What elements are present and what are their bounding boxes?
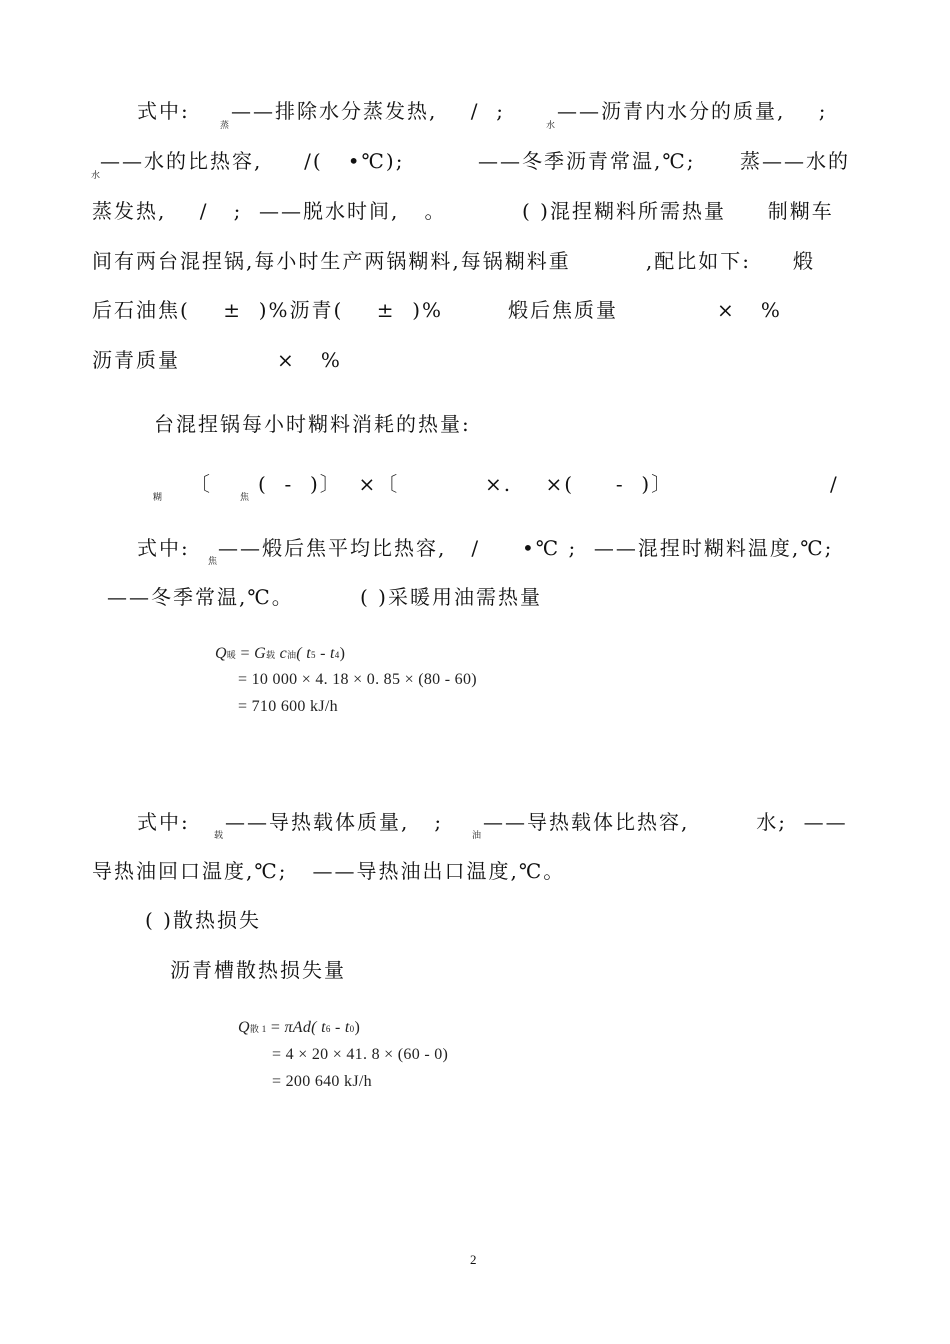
text-line: 式中: [137,810,190,834]
text-line: 沥青槽散热损失量 [170,958,346,982]
subscript: 水 [91,171,101,181]
subscript: 水 [546,121,556,131]
subscript: 蒸 [220,121,230,131]
text-line: ——排除水分蒸发热, / ; [231,99,505,123]
text-line: ——水的比热容, /( •℃); [100,149,405,173]
page-number: 2 [470,1252,477,1267]
text-line: ×. ×( - )〕 [485,472,674,496]
equation-row: Q散 1 = πAd( t6 - t0) [238,1019,361,1036]
equation-row: = 710 600 kJ/h [238,698,338,715]
text-line: 式中: [137,99,190,123]
text-line: ( )混捏糊料所需热量 制糊车 [522,199,834,223]
subscript: 糊 [153,493,163,503]
text-line: ——冬季常温,℃。 [107,585,294,609]
text-line: / [830,472,839,496]
text-line: × % [277,348,342,372]
text-line: ——导热载体比热容, 水; —— [483,810,848,834]
equation-row: = 200 640 kJ/h [272,1073,372,1090]
subscript: 油 [472,831,482,841]
text-line: 蒸发热, / ; ——脱水时间, 。 [92,199,447,223]
text-line: 间有两台混捏锅,每小时生产两锅糊料,每锅糊料重 ,配比如下: 煅 [92,249,815,273]
text-line: 式中: [137,536,190,560]
section-heading: ( )散热损失 [145,908,261,932]
subscript: 载 [214,831,224,841]
subscript: 焦 [208,557,218,567]
subscript: 焦 [240,493,250,503]
text-line: ——沥青内水分的质量, ; [557,99,828,123]
equation-row: Q暖 = G载 c油( t5 - t4) [215,645,346,662]
text-line: ( )采暖用油需热量 [360,585,542,609]
text-line: 后石油焦( ± )%沥青( ± )% [92,298,444,322]
text-line: × % [717,298,782,322]
text-line: 〔 [190,472,212,496]
text-line: 蒸——水的 [740,149,850,173]
text-line: 台混捏锅每小时糊料消耗的热量: [154,412,471,436]
text-line: ( - )〕 ×〔 [258,472,400,496]
text-line: 沥青质量 [92,348,180,372]
equation-row: = 10 000 × 4. 18 × 0. 85 × (80 - 60) [238,671,477,688]
text-line: 导热油回口温度,℃; ——导热油出口温度,℃。 [92,859,566,883]
text-line: ——冬季沥青常温,℃; [478,149,696,173]
text-line: ——导热载体质量, ; [225,810,444,834]
text-line: ——煅后焦平均比热容, / •℃ ; ——混捏时糊料温度,℃; [218,536,834,560]
text-line: 煅后焦质量 [508,298,618,322]
equation-row: = 4 × 20 × 41. 8 × (60 - 0) [272,1046,449,1063]
